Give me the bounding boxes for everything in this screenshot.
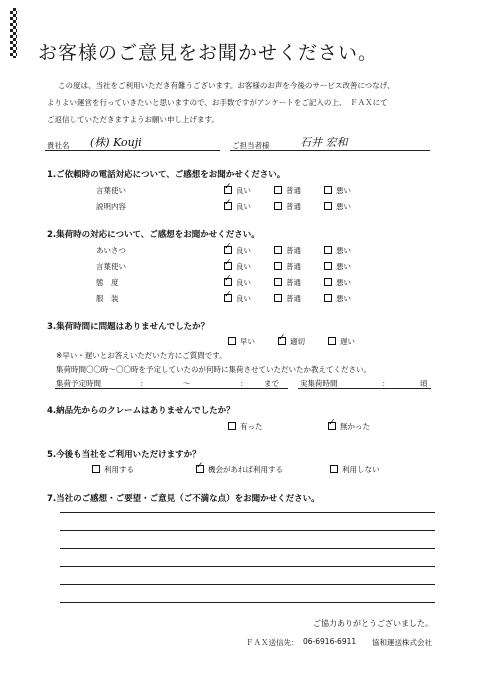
q2-row1-option-good[interactable]: ✓ 良い — [224, 245, 251, 256]
checkbox-icon — [324, 278, 332, 286]
company-name: 協和運送株式会社 — [372, 638, 432, 647]
company-value: (株) Kouji — [90, 136, 142, 149]
checkbox-icon — [274, 246, 282, 254]
actual-time-separator: ： — [382, 379, 390, 388]
q4-option-had[interactable]: 有った — [228, 421, 263, 432]
q1-title: 1.ご依頼時の電話対応について、ご感想をお聞かせください。 — [47, 170, 286, 180]
checkbox-icon — [274, 294, 282, 302]
q7-title: 7.当社のご感想・ご要望・ご意見（ご不満な点）をお聞かせください。 — [47, 494, 320, 504]
q5-option-not-use[interactable]: 利用しない — [330, 464, 380, 475]
checkbox-icon — [324, 262, 332, 270]
q4-title: 4.納品先からのクレームはありませんでしたか？ — [47, 406, 235, 416]
checkbox-icon — [330, 465, 338, 473]
q1-row-label: 説明内容 — [96, 202, 126, 211]
q2-row4-option-bad[interactable]: 悪い — [324, 293, 351, 304]
q3-note-2: 集荷時間〇〇時～〇〇時を予定していたのが何時に集荷させていただいたか教えてください。 — [56, 365, 371, 374]
checkbox-checked-icon — [328, 422, 336, 430]
checkbox-icon — [324, 294, 332, 302]
scheduled-time-tilde: ～ — [183, 379, 191, 388]
checkbox-checked-icon — [224, 278, 232, 286]
comment-line[interactable] — [60, 584, 435, 585]
company-underline — [45, 150, 220, 151]
checkbox-icon — [274, 202, 282, 210]
q2-row-label: 服 装 — [96, 294, 119, 303]
person-underline — [230, 150, 430, 151]
comment-line[interactable] — [60, 602, 435, 603]
checkbox-icon — [274, 278, 282, 286]
q1-row1-option-bad[interactable]: 悪い — [324, 185, 351, 196]
company-label: 貴社名 — [47, 141, 70, 150]
fax-number: 06-6916-6911 — [303, 637, 357, 646]
q3-title: 3.集荷時間に問題はありませんでしたか？ — [47, 322, 210, 332]
intro-line-2: よりよい運営を行っていきたいと思いますので、お手数ですがアンケートをご記入の上、 ＦＡＸにて — [47, 98, 388, 107]
actual-time-input-line[interactable] — [298, 388, 431, 389]
checkbox-icon — [324, 246, 332, 254]
q1-row1-option-good[interactable]: ✓ 良い — [224, 185, 251, 196]
checkbox-checked-icon — [224, 262, 232, 270]
scheduled-time-separator: ： — [140, 379, 148, 388]
q2-row-label: 態 度 — [96, 278, 119, 287]
q2-row3-option-good[interactable]: ✓ 良い — [224, 277, 251, 288]
q2-row-label: あいさつ — [96, 246, 126, 255]
q3-option-appropriate[interactable]: ✓ 適切 — [278, 336, 305, 347]
q5-option-use[interactable]: 利用する — [92, 464, 134, 475]
q4-option-none[interactable]: ✓ 無かった — [328, 421, 370, 432]
checkbox-icon — [228, 422, 236, 430]
checkbox-icon — [328, 337, 336, 345]
comment-line[interactable] — [60, 530, 435, 531]
scheduled-time-input-line[interactable] — [55, 388, 288, 389]
checkbox-icon — [274, 186, 282, 194]
thanks-text: ご協力ありがとうございました。 — [313, 619, 433, 628]
q2-row1-option-bad[interactable]: 悪い — [324, 245, 351, 256]
checkbox-checked-icon — [224, 294, 232, 302]
checkbox-icon — [228, 337, 236, 345]
q2-row2-option-good[interactable]: ✓ 良い — [224, 261, 251, 272]
checkbox-checked-icon — [224, 202, 232, 210]
scheduled-time-label: 集荷予定時間 — [56, 379, 101, 388]
q2-row-label: 言葉使い — [96, 262, 126, 271]
q2-title: 2.集荷時の対応について、ご感想をお聞かせください。 — [47, 230, 260, 240]
q2-row2-option-bad[interactable]: 悪い — [324, 261, 351, 272]
actual-time-suffix: 頃 — [420, 379, 428, 388]
q3-note-1: ※早い・遅いとお答えいただいた方にご質問です。 — [56, 351, 227, 360]
q1-row1-option-normal[interactable]: 普通 — [274, 185, 301, 196]
checkbox-icon — [274, 262, 282, 270]
q1-row2-option-bad[interactable]: 悪い — [324, 201, 351, 212]
scheduled-time-until: まで — [264, 379, 279, 388]
intro-line-3: ご返信していただきますようお願い申し上げます。 — [47, 115, 219, 124]
comment-line[interactable] — [60, 512, 435, 513]
comment-line[interactable] — [60, 548, 435, 549]
checkbox-checked-icon — [196, 465, 204, 473]
q1-row-label: 言葉使い — [96, 186, 126, 195]
fax-label: ＦＡＸ送信先： — [246, 638, 299, 647]
checker-border-decoration — [10, 8, 17, 58]
person-value: 石井 宏和 — [300, 136, 348, 149]
q2-row3-option-normal[interactable]: 普通 — [274, 277, 301, 288]
person-label: ご担当者様 — [232, 141, 270, 150]
q3-option-early[interactable]: 早い — [228, 336, 255, 347]
q2-row4-option-normal[interactable]: 普通 — [274, 293, 301, 304]
q2-row2-option-normal[interactable]: 普通 — [274, 261, 301, 272]
actual-time-label: 実集荷時間 — [300, 379, 338, 388]
checkbox-icon — [324, 186, 332, 194]
checkbox-checked-icon — [278, 337, 286, 345]
checkbox-icon — [92, 465, 100, 473]
q1-row2-option-normal[interactable]: 普通 — [274, 201, 301, 212]
q2-row4-option-good[interactable]: ✓ 良い — [224, 293, 251, 304]
intro-line-1: この度は、当社をご利用いただき有難うございます。お客様のお声を今後のサービス改善につなげ、 — [58, 81, 395, 90]
scheduled-time-separator: ： — [240, 379, 248, 388]
q1-row2-option-good[interactable]: ✓ 良い — [224, 201, 251, 212]
comment-line[interactable] — [60, 566, 435, 567]
checkbox-checked-icon — [224, 246, 232, 254]
page-title: お客様のご意見をお聞かせください。 — [38, 42, 379, 64]
q2-row1-option-normal[interactable]: 普通 — [274, 245, 301, 256]
q3-option-late[interactable]: 遅い — [328, 336, 355, 347]
q2-row3-option-bad[interactable]: 悪い — [324, 277, 351, 288]
q5-title: 5.今後も当社をご利用いただけますか？ — [47, 450, 201, 460]
checkbox-checked-icon — [224, 186, 232, 194]
q5-option-use-if-opportunity[interactable]: ✓ 機会があれば利用する — [196, 464, 283, 475]
checkbox-icon — [324, 202, 332, 210]
